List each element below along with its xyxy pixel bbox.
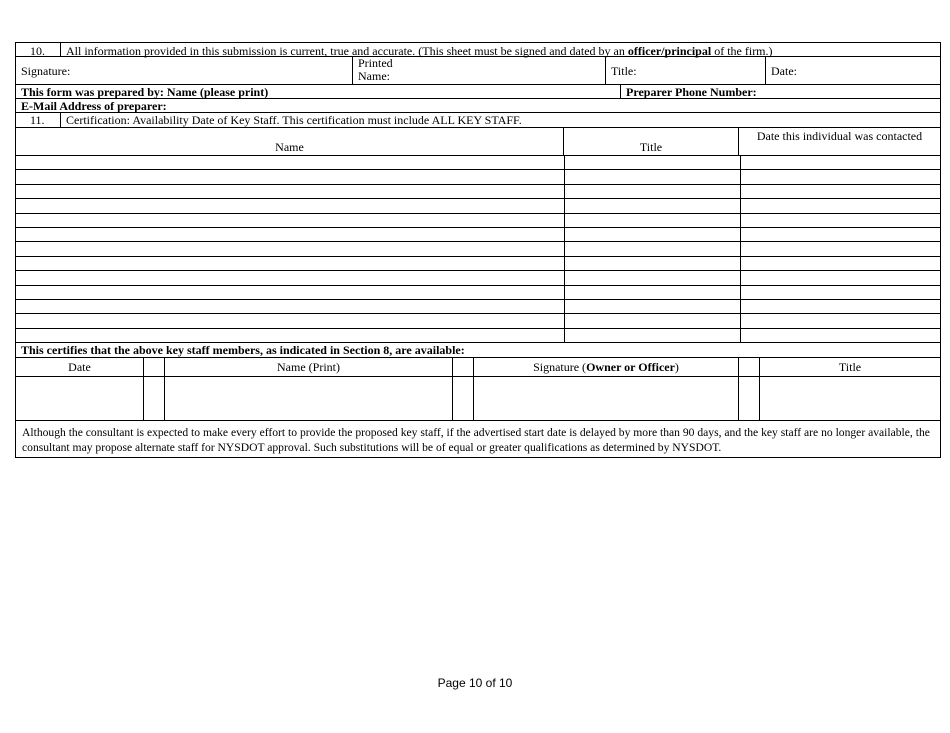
key-staff-date-cell[interactable] [741,257,940,270]
title-label: Title: [611,63,637,78]
key-staff-row [15,271,941,285]
notice-text: Although the consultant is expected to make every effort to provide the proposed key staff, if the advertised start date is delayed by more than 90 days, and the key staff are no longer available, the consultant may propose alternate staff for NYSDOT approval. Such substitutions will be of equal or greater qualifications as determined by NYSDOT. [22,426,930,455]
key-staff-name-cell[interactable] [16,286,565,299]
key-staff-rows [15,156,941,343]
preparer-phone-field[interactable] [621,85,940,98]
notice-row [15,421,941,458]
section-10-header [15,42,941,57]
key-staff-title-cell[interactable] [565,286,741,299]
col-date-contacted-header [739,128,940,155]
key-staff-name-cell[interactable] [16,185,565,198]
printed-name-label: Printed Name: [358,56,393,83]
key-staff-name-cell[interactable] [16,271,565,284]
key-staff-title-cell[interactable] [565,214,741,227]
certify-signature-header [474,358,739,376]
key-staff-title-cell[interactable] [565,185,741,198]
key-staff-title-cell[interactable] [565,314,741,327]
printed-name-field[interactable] [353,57,606,84]
key-staff-title-cell[interactable] [565,329,741,342]
key-staff-title-cell[interactable] [565,228,741,241]
key-staff-date-cell[interactable] [741,271,940,284]
key-staff-title-cell[interactable] [565,156,741,169]
signature-row [15,57,941,85]
col-name-header [16,128,564,155]
certify-header-row [15,358,941,377]
prepared-by-field[interactable] [16,85,621,98]
certify-statement-row [15,343,941,358]
statement-text-end: of the firm.) [711,44,773,58]
certify-date-header: Date [16,358,144,376]
email-row [15,99,941,113]
section-10-statement [61,43,940,56]
key-staff-name-cell[interactable] [16,257,565,270]
key-staff-title-cell[interactable] [565,271,741,284]
certify-title-header: Title [838,360,862,375]
certify-name-header: Name (Print) [165,358,453,376]
certify-spacer-2 [453,358,474,376]
key-staff-date-cell[interactable] [741,286,940,299]
key-staff-name-cell[interactable] [16,329,565,342]
key-staff-row [15,314,941,328]
key-staff-name-cell[interactable] [16,199,565,212]
key-staff-date-cell[interactable] [741,329,940,342]
certify-date-input[interactable] [16,377,144,420]
key-staff-date-cell[interactable] [741,242,940,255]
key-staff-name-cell[interactable] [16,228,565,241]
key-staff-title-cell[interactable] [565,242,741,255]
section-11-statement: Certification: Availability Date of Key Staff. This certification must include ALL KEY STAFF. [66,113,522,127]
section-11-number: 11. [16,113,61,127]
certify-spacer-1 [144,377,165,420]
key-staff-date-cell[interactable] [741,199,940,212]
key-staff-row [15,228,941,242]
key-staff-title-cell[interactable] [565,300,741,313]
certify-title-input[interactable] [760,377,940,420]
col-name-label: Name [275,140,304,154]
key-staff-title-cell[interactable] [565,257,741,270]
key-staff-row [15,185,941,199]
preparer-email-label: E-Mail Address of preparer: [21,99,167,113]
signature-label: Signature: [21,63,71,78]
key-staff-title-cell[interactable] [565,170,741,183]
col-title-label: Title [639,140,663,154]
certification-form [15,42,941,458]
certify-name-input[interactable] [165,377,453,420]
signature-field[interactable] [16,57,353,84]
title-field[interactable] [606,57,766,84]
section-11-header [15,113,941,128]
signature-prefix: Signature ( [533,360,587,375]
key-staff-row [15,300,941,314]
certify-statement: This certifies that the above key staff members, as indicated in Section 8, are available: [21,343,465,358]
key-staff-row [15,199,941,213]
certify-spacer-1 [144,358,165,376]
key-staff-date-cell[interactable] [741,214,940,227]
col-title-header [564,128,739,155]
preparer-email-field[interactable] [16,99,940,112]
page-footer: Page 10 of 10 [437,676,513,690]
key-staff-name-cell[interactable] [16,156,565,169]
certify-signature-input[interactable] [474,377,739,420]
preparer-phone-label: Preparer Phone Number: [626,85,757,99]
key-staff-date-cell[interactable] [741,300,940,313]
key-staff-row [15,242,941,256]
key-staff-row [15,329,941,343]
prepared-by-row [15,85,941,99]
key-staff-name-cell[interactable] [16,300,565,313]
key-staff-name-cell[interactable] [16,214,565,227]
prepared-by-label: This form was prepared by: Name (please print) [21,85,269,99]
key-staff-row [15,257,941,271]
col-date-contacted-label: Date this individual was contacted [756,129,923,143]
certify-spacer-2 [453,377,474,420]
key-staff-name-cell[interactable] [16,170,565,183]
date-field[interactable] [766,57,940,84]
key-staff-date-cell[interactable] [741,156,940,169]
key-staff-title-cell[interactable] [565,199,741,212]
key-staff-date-cell[interactable] [741,185,940,198]
signature-bold: Owner or Officer [586,360,675,375]
key-staff-row [15,286,941,300]
key-staff-header [15,128,941,156]
key-staff-name-cell[interactable] [16,242,565,255]
section-10-number: 10. [16,43,61,56]
key-staff-row [15,170,941,184]
key-staff-date-cell[interactable] [741,228,940,241]
date-label: Date: [771,63,797,78]
signature-suffix: ) [674,360,679,375]
certify-spacer-3 [739,358,760,376]
key-staff-row [15,214,941,228]
key-staff-row [15,156,941,170]
certify-spacer-3 [739,377,760,420]
statement-bold: officer/principal [627,44,712,58]
certify-input-row [15,377,941,421]
statement-text: All information provided in this submission is current, true and accurate. (This sheet must be signed and dated by an [66,44,628,58]
key-staff-date-cell[interactable] [741,170,940,183]
key-staff-name-cell[interactable] [16,314,565,327]
key-staff-date-cell[interactable] [741,314,940,327]
